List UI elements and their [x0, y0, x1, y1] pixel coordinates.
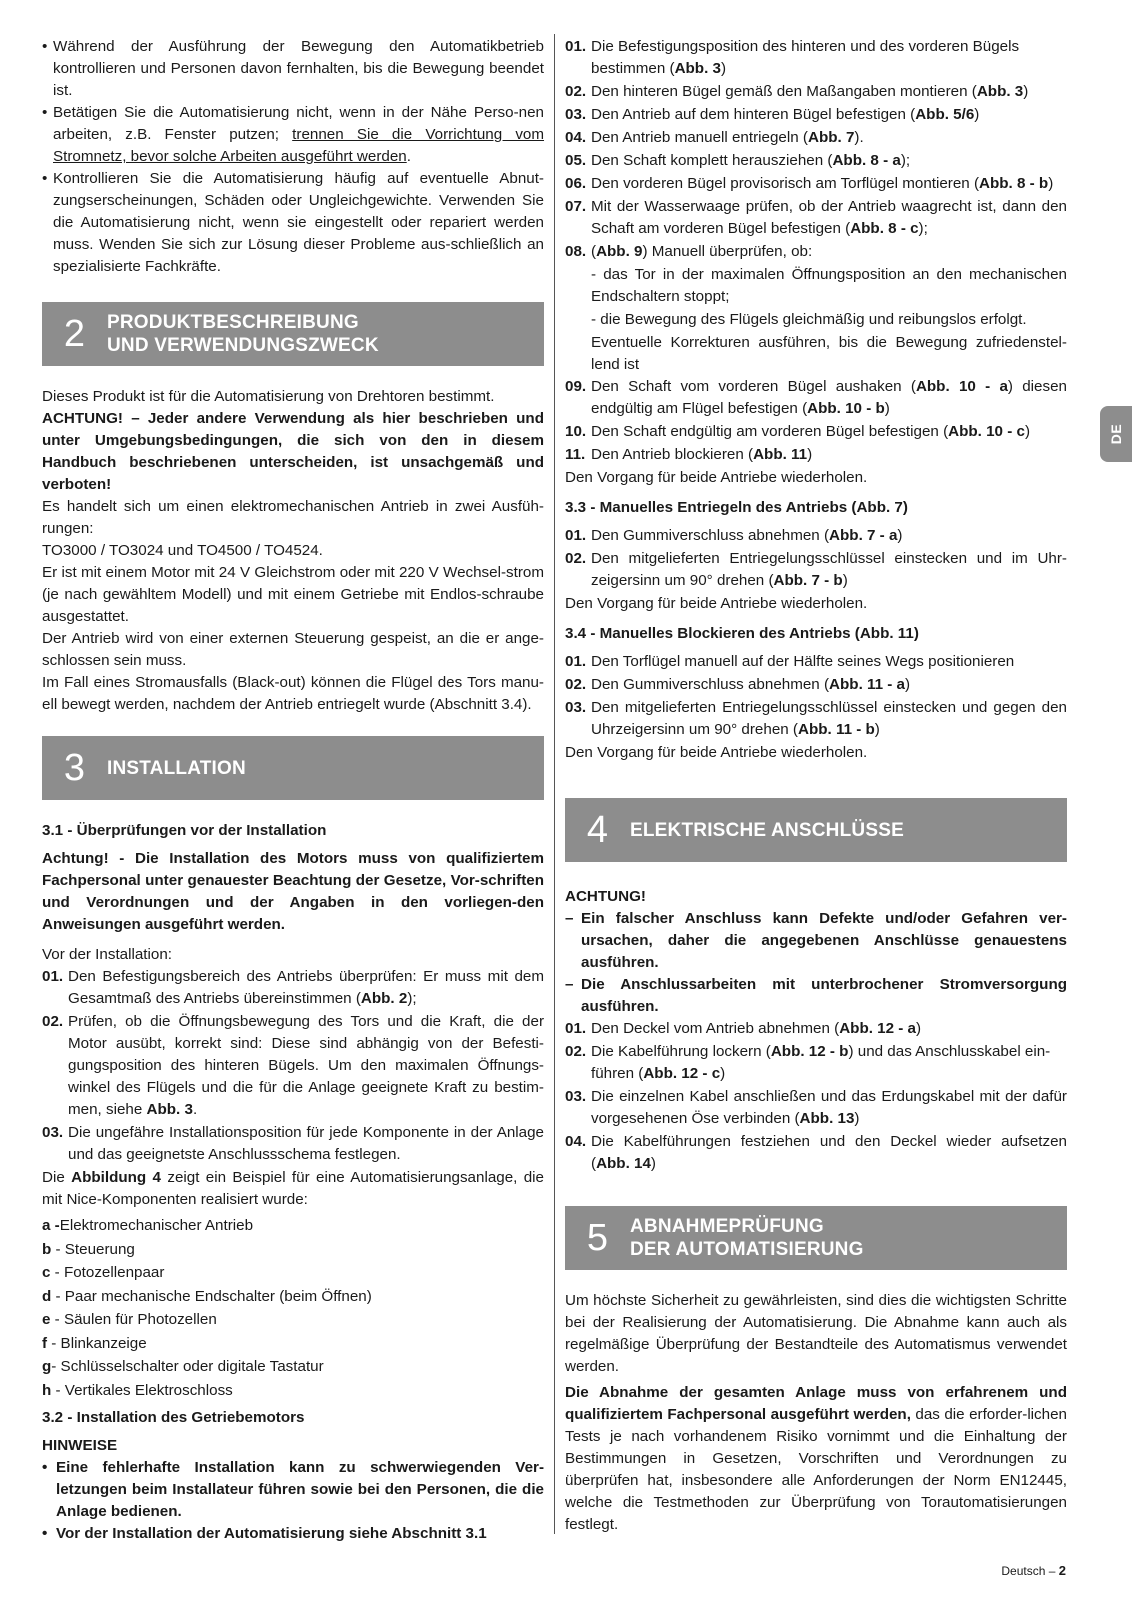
sec2-paragraph: Er ist mit einem Motor mit 24 V Gleichstrom oder mit 220 V Wechsel-strom (je nach gewähltem Modell) und mit einem Getriebe mit Endlos-schraube ausgestattet. — [42, 564, 544, 625]
sec2-paragraph: Im Fall eines Stromausfalls (Black-out) können die Flügel des Tors manu-ell bewegt werden, nachdem der Antrieb entriegelt wurde (Abschnitt 3.4). — [42, 674, 544, 713]
subsection-title: 3.3 - Manuelles Entriegeln des Antriebs (Abb. 7) — [565, 499, 908, 516]
step-sub-item: - die Bewegung des Flügels gleichmäßig und reibungslos erfolgt. — [591, 311, 1027, 328]
right-column — [565, 36, 1067, 1536]
sec5-paragraph: Die Abnahme der gesamten Anlage muss von erfahrenem und qualifiziertem Fachpersonal ausgeführt werden, das die erforder-lichen Tests je nach vorhandenem Risiko vornimmt und die Einhaltung der Bestimmungen in Gesetzen, Vorschriften und Verordnungen zu überprüfen hat, insbesondere alle Anforderungen der Norm EN12445, welche die Testmethoden zur Überprüfung von Torautomatisierungen festlegt. — [565, 1384, 1067, 1533]
subsection-title: 3.4 - Manuelles Blockieren des Antriebs (Abb. 11) — [565, 625, 919, 642]
section-3-header: 3 INSTALLATION — [42, 736, 544, 800]
numbered-step: 04. Die Kabelführungen festziehen und den Deckel wieder aufsetzen (Abb. 14) — [565, 1133, 1067, 1172]
numbered-step: 07. Mit der Wasserwaage prüfen, ob der Antrieb waagrecht ist, dann den Schaft am vorderen Bügel befestigen (Abb. 8 - c); — [565, 198, 1067, 237]
component-item: a -Elektromechanischer Antrieb — [42, 1217, 254, 1234]
warning-dash-item: – Die Anschlussarbeiten mit unterbrochener Stromversorgung ausführen. — [565, 976, 1067, 1015]
hinweise-label: HINWEISE — [42, 1437, 118, 1454]
numbered-step: 01. Die Befestigungsposition des hinteren und des vorderen Bügels bestimmen (Abb. 3) — [565, 38, 1020, 77]
step-sub-item: - das Tor in der maximalen Öffnungsposition an den mechanischen Endschaltern stoppt; — [591, 266, 1067, 305]
numbered-step: 01. Den Deckel vom Antrieb abnehmen (Abb. 12 - a) — [565, 1020, 922, 1037]
component-item: c - Fotozellenpaar — [42, 1264, 165, 1281]
numbered-step: 03. Die einzelnen Kabel anschließen und das Erdungskabel mit der dafür vorgesehenen Öse verbinden (Abb. 13) — [565, 1088, 1067, 1127]
component-list — [42, 1215, 544, 1402]
numbered-step: 09. Den Schaft vom vorderen Bügel aushaken (Abb. 10 - a) diesen endgültig am Flügel befestigen (Abb. 10 - b) — [565, 378, 1067, 417]
s31-warning: Achtung! - Die Installation des Motors muss von qualifiziertem Fachpersonal unter genauester Beachtung der Gesetze, Vor-schriften und Verordnungen und der Angaben in den vorliegen-den Anweisungen ausgeführt werden. — [42, 850, 544, 933]
numbered-step: 04. Den Antrieb manuell entriegeln (Abb. 7). — [565, 129, 864, 146]
repeat-note: Den Vorgang für beide Antriebe wiederholen. — [565, 469, 868, 486]
figure-reference: Die Abbildung 4 zeigt ein Beispiel für eine Automatisierungsanlage, die mit Nice-Komponenten realisiert wurde: — [42, 1169, 544, 1208]
numbered-step: 03. Die ungefähre Installationsposition für jede Komponente in der Anlage und das geeignetste Anschlussschema festlegen. — [42, 1124, 544, 1163]
numbered-step: 10. Den Schaft endgültig am vorderen Bügel befestigen (Abb. 10 - c) — [565, 423, 1031, 440]
numbered-step: 02. Den mitgelieferten Entriegelungsschlüssel einstecken und im Uhr-zeigersinn um 90° drehen (Abb. 7 - b) — [565, 550, 1067, 589]
numbered-step: 01. Den Befestigungsbereich des Antriebs überprüfen: Er muss mit dem Gesamtmaß des Antriebs übereinstimmen (Abb. 2); — [42, 968, 544, 1007]
numbered-step: 02. Den Gummiverschluss abnehmen (Abb. 11 - a) — [565, 676, 911, 693]
s31-before: Vor der Installation: — [42, 946, 173, 963]
sec2-intro: Dieses Produkt ist für die Automatisierung von Drehtoren bestimmt. — [42, 388, 495, 405]
sec2-models: TO3000 / TO3024 und TO4500 / TO4524. — [42, 542, 323, 559]
numbered-step: 02. Die Kabelführung lockern (Abb. 12 - b) und das Anschlusskabel ein-führen (Abb. 12 - c) — [565, 1043, 1051, 1082]
component-item: b - Steuerung — [42, 1240, 135, 1258]
numbered-step: 03. Den Antrieb auf dem hinteren Bügel befestigen (Abb. 5/6) — [565, 106, 980, 123]
warning-dash-item: – Ein falscher Anschluss kann Defekte und/oder Gefahren ver-ursachen, daher die angegebenen Anschlüsse genauestens ausführen. — [565, 910, 1067, 971]
numbered-step: 03. Den mitgelieferten Entriegelungsschlüssel einstecken und gegen den Uhrzeigersinn um 90° drehen (Abb. 11 - b) — [565, 699, 1067, 738]
component-item: d - Paar mechanische Endschalter (beim Öffnen) — [42, 1287, 372, 1305]
sec5-paragraph: Um höchste Sicherheit zu gewährleisten, sind dies die wichtigsten Schritte bei der Realisierung der Automatisierung. Die Abnahme kann auch als regelmäßige Überprüfung der Bestandteile des Automatismus verwendet werden. — [565, 1292, 1067, 1375]
warning-bullet: • Vor der Installation der Automatisierung siehe Abschnitt 3.1 — [42, 1525, 487, 1542]
section-4-header: 4 ELEKTRISCHE ANSCHLÜSSE — [565, 798, 1067, 862]
numbered-step: 11. Den Antrieb blockieren (Abb. 11) — [565, 446, 813, 463]
page-footer: Deutsch – 2 — [1001, 1563, 1066, 1578]
repeat-note: Den Vorgang für beide Antriebe wiederholen. — [565, 595, 868, 612]
step-sub-item: Eventuelle Korrekturen ausführen, bis die Bewegung zufriedenstel-lend ist — [591, 334, 1067, 373]
sec2-paragraph: Der Antrieb wird von einer externen Steuerung gespeist, an die er ange-schlossen sein muss. — [42, 630, 544, 669]
language-tab: DE — [1100, 406, 1132, 462]
numbered-step: 01. Den Torflügel manuell auf der Hälfte seines Wegs positionieren — [565, 653, 1015, 670]
section-2-header: 2 PRODUKTBESCHREIBUNG UND VERWENDUNGSZWECK — [42, 302, 544, 366]
component-item: h - Vertikales Elektroschloss — [42, 1381, 233, 1399]
numbered-step: 02. Prüfen, ob die Öffnungsbewegung des Tors und die Kraft, die der Motor ausübt, korrekt sind: Diese sind abhängig von der Befesti-gungsposition des hinteren Bügels. Um den maximalen Öffnungs-winkel des Flügels und die für die Anlage geeignete Kraft zu bestim-men, siehe Abb. 3. — [42, 1013, 544, 1118]
warning-bullet: • Eine fehlerhafte Installation kann zu schwerwiegenden Ver-letzungen beim Installateur führen sowie bei den Personen, die die Anlage bedienen. — [42, 1459, 544, 1520]
bullet-item: • Kontrollieren Sie die Automatisierung häufig auf eventuelle Abnut-zungserscheinungen, Schäden oder Ungleichgewichte. Verwenden Sie die Automatisierung nicht, wenn sie eingestellt oder repariert werden muss. Wenden Sie sich zur Lösung dieser Probleme aus-schließlich an spezialisierte Fachkräfte. — [42, 170, 544, 275]
subsection-title: 3.2 - Installation des Getriebemotors — [42, 1409, 305, 1426]
sec2-paragraph: Es handelt sich um einen elektromechanischen Antrieb in zwei Ausfüh-rungen: — [42, 498, 544, 537]
subsection-title: 3.1 - Überprüfungen vor der Installation — [42, 822, 327, 839]
section-5-header: 5 ABNAHMEPRÜFUNG DER AUTOMATISIERUNG — [565, 1206, 1067, 1270]
bullet-item: • Während der Ausführung der Bewegung den Automatikbetrieb kontrollieren und Personen davon fernhalten, bis die Bewegung beendet ist. — [42, 38, 544, 99]
column-divider — [554, 34, 555, 1534]
achtung-label: ACHTUNG! — [565, 888, 646, 905]
numbered-step: 02. Den hinteren Bügel gemäß den Maßangaben montieren (Abb. 3) — [565, 83, 1029, 100]
repeat-note: Den Vorgang für beide Antriebe wiederholen. — [565, 744, 868, 761]
numbered-step: 06. Den vorderen Bügel provisorisch am Torflügel montieren (Abb. 8 - b) — [565, 175, 1054, 192]
component-item: e - Säulen für Photozellen — [42, 1311, 217, 1328]
numbered-step: 01. Den Gummiverschluss abnehmen (Abb. 7 - a) — [565, 527, 903, 544]
sec2-warning: ACHTUNG! – Jeder andere Verwendung als hier beschrieben und unter Umgebungsbedingungen, die sich von den in diesem Handbuch beschriebenen unterscheiden, ist unsachgemäß und verboten! — [42, 410, 544, 493]
numbered-step: 05. Den Schaft komplett herausziehen (Abb. 8 - a); — [565, 152, 911, 169]
component-item: f - Blinkanzeige — [42, 1334, 147, 1352]
numbered-step: 08. (Abb. 9) Manuell überprüfen, ob: — [565, 243, 813, 260]
bullet-item: • Betätigen Sie die Automatisierung nicht, wenn in der Nähe Perso-nen arbeiten, z.B. Fenster putzen; trennen Sie die Vorrichtung vom Stromnetz, bevor solche Arbeiten ausgeführt werden. — [42, 104, 545, 165]
component-item: g- Schlüsselschalter oder digitale Tastatur — [42, 1358, 324, 1375]
left-column — [42, 36, 544, 1545]
